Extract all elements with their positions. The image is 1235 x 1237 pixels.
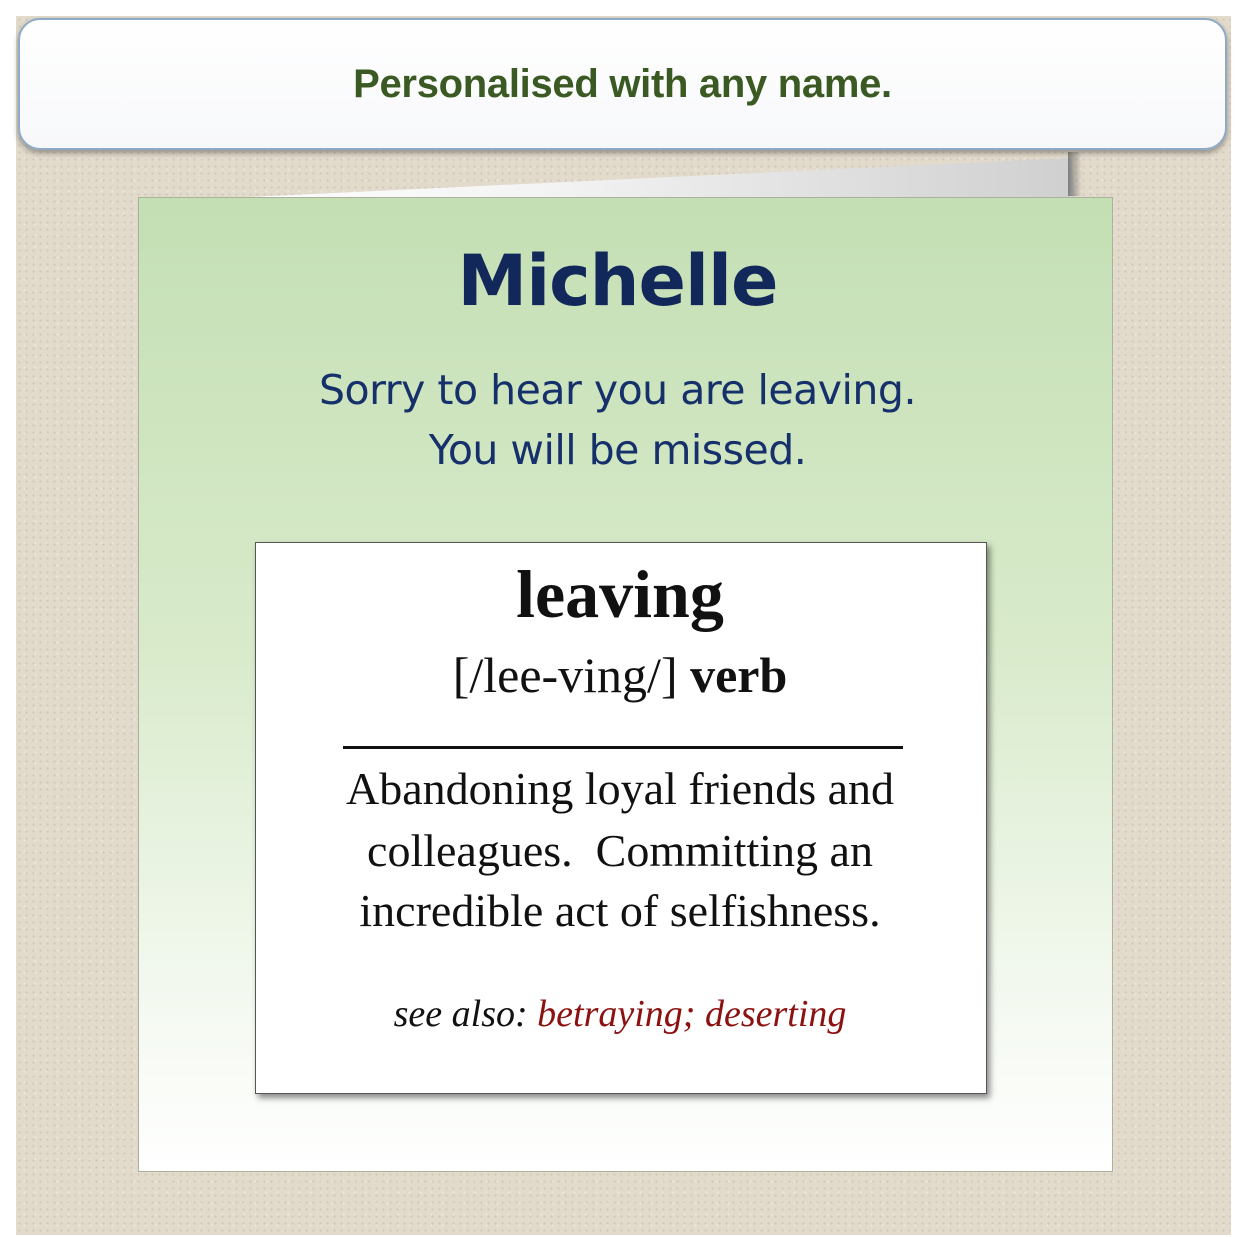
message-line-2: You will be missed.: [428, 426, 807, 474]
card-back-shadow: [1068, 152, 1082, 196]
definition-word: leaving: [516, 556, 724, 632]
pronunciation: [/lee-ving/]: [452, 647, 678, 703]
definition-line-2: colleagues. Committing an: [367, 825, 873, 876]
divider-rule: [343, 746, 903, 749]
banner: [18, 18, 1227, 150]
part-of-speech: verb: [690, 647, 788, 703]
banner-text: Personalised with any name.: [353, 61, 892, 106]
definition-line-1: Abandoning loyal friends and: [345, 763, 895, 814]
see-also-label: see also:: [393, 993, 528, 1035]
definition-line-3: incredible act of selfishness.: [359, 885, 881, 936]
see-also-line: [0, 992, 1235, 1036]
recipient-name: Michelle: [457, 240, 778, 322]
message-line-1: Sorry to hear you are leaving.: [319, 366, 916, 414]
pronunciation-line: [0, 646, 1235, 704]
see-also-words: betraying; deserting: [537, 993, 847, 1035]
